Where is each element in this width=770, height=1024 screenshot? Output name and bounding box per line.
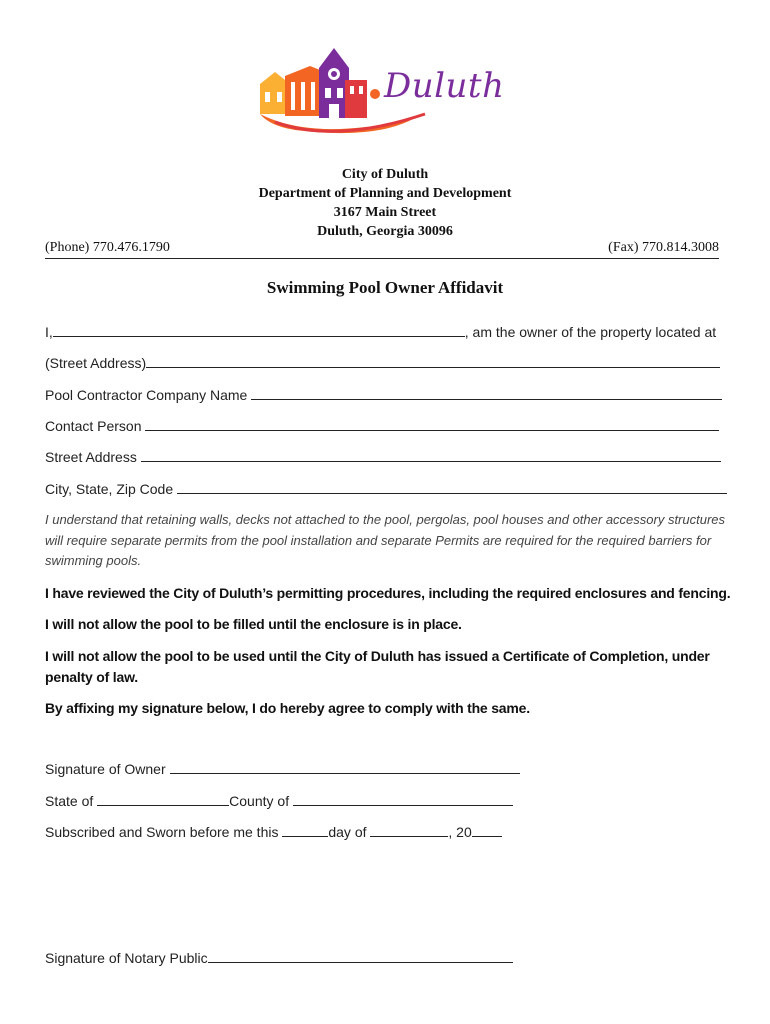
street-address-field[interactable] (146, 354, 720, 368)
contact-row (45, 239, 719, 259)
month-field[interactable] (370, 823, 448, 837)
contact-person-label: Contact Person (45, 418, 142, 434)
day-of-label: day of (328, 824, 367, 840)
owner-signature-label: Signature of Owner (45, 761, 166, 777)
header-department: Department of Planning and Development (258, 186, 512, 201)
owner-suffix: , am the owner of the property located at (464, 324, 717, 340)
county-field[interactable] (293, 792, 513, 806)
year-prefix: , 20 (448, 824, 472, 840)
header-city: City of Duluth (341, 167, 429, 182)
city-state-zip-line (45, 480, 727, 497)
county-of-label: County of (229, 793, 290, 809)
sworn-label: Subscribed and Sworn before me this (45, 824, 279, 840)
sworn-line (45, 823, 502, 840)
form-title: Swimming Pool Owner Affidavit (266, 278, 504, 297)
fax-number: (Fax) 770.814.3008 (608, 240, 719, 255)
notary-signature-line (45, 949, 513, 966)
state-county-line (45, 792, 513, 809)
contractor-street-field[interactable] (141, 448, 721, 462)
state-field[interactable] (97, 792, 229, 806)
contractor-label: Pool Contractor Company Name (45, 387, 248, 403)
street-address-line (45, 354, 720, 371)
state-of-label: State of (45, 793, 94, 809)
statement-procedures: I have reviewed the City of Duluth’s permitting procedures, including the required enclosures and fencing. (45, 585, 731, 601)
owner-signature-line (45, 760, 520, 777)
statement-agreement: By affixing my signature below, I do hereby agree to comply with the same. (45, 700, 530, 716)
phone-number: (Phone) 770.476.1790 (45, 240, 170, 255)
owner-line (45, 323, 716, 340)
contractor-street-label: Street Address (45, 449, 137, 465)
day-field[interactable] (282, 823, 328, 837)
permit-note: I understand that retaining walls, decks not attached to the pool, pergolas, pool houses and other accessory structures will require separate permits from the pool installation and separate Permits are required for the required barriers for swimming pools. (45, 512, 726, 568)
notary-signature-label: Signature of Notary Public (45, 950, 208, 966)
notary-signature-field[interactable] (208, 949, 513, 963)
city-state-zip-label: City, State, Zip Code (45, 481, 174, 497)
contractor-line (45, 386, 722, 403)
street-address-label: (Street Address) (45, 355, 147, 371)
statement-certificate: I will not allow the pool to be used until the City of Duluth has issued a Certificate of Completion, under penalty of law. (45, 648, 710, 685)
statement-enclosure: I will not allow the pool to be filled until the enclosure is in place. (45, 616, 462, 632)
header-street: 3167 Main Street (333, 205, 437, 220)
contractor-field[interactable] (251, 386, 722, 400)
owner-signature-field[interactable] (170, 760, 520, 774)
owner-prefix: I, (45, 324, 53, 340)
header-city-state: Duluth, Georgia 30096 (317, 224, 453, 239)
logo-wordmark: Duluth (384, 66, 505, 106)
year-field[interactable] (472, 823, 502, 837)
city-state-zip-field[interactable] (177, 480, 727, 494)
contact-person-line (45, 417, 719, 434)
owner-name-field[interactable] (53, 323, 465, 337)
contractor-street-line (45, 448, 721, 465)
contact-person-field[interactable] (145, 417, 719, 431)
